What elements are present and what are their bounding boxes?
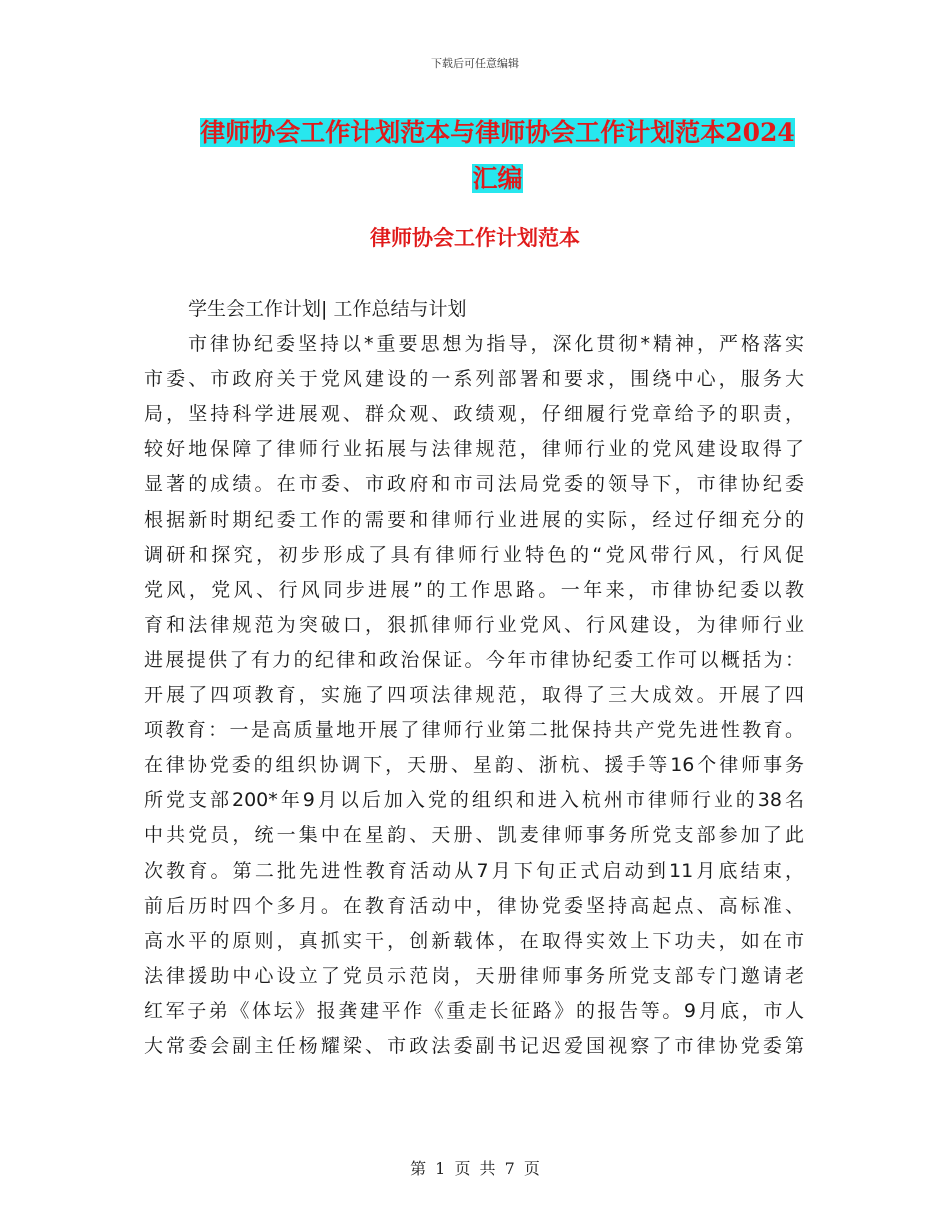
body-line: 育和法律规范为突破口，狠抓律师行业党风、行风建设，为律师行业 — [144, 613, 804, 636]
body-line: 根据新时期纪委工作的需要和律师行业进展的实际，经过仔细充分的 — [144, 508, 804, 531]
section-title: 律师协会工作计划范本 — [370, 225, 580, 250]
body-line: 项教育：一是高质量地开展了律师行业第二批保持共产党先进性教育。 — [144, 719, 804, 742]
body-line: 局，坚持科学进展观、群众观、政绩观，仔细履行党章给予的职责， — [144, 403, 804, 426]
body-line: 市委、市政府关于党风建设的一系列部署和要求，围绕中心，服务大 — [144, 368, 804, 391]
body-line: 进展提供了有力的纪律和政治保证。今年市律协纪委工作可以概括为： — [144, 648, 804, 671]
body-line: 党风，党风、行风同步进展”的工作思路。一年来，市律协纪委以教 — [144, 578, 804, 601]
body-line: 中共党员，统一集中在星韵、天册、凯麦律师事务所党支部参加了此 — [144, 824, 804, 847]
document-title — [190, 110, 805, 202]
body-line: 高水平的原则，真抓实干，创新载体，在取得实效上下功夫，如在市 — [144, 929, 804, 952]
body-line: 开展了四项教育，实施了四项法律规范，取得了三大成效。开展了四 — [144, 684, 804, 707]
body-line: 较好地保障了律师行业拓展与法律规范，律师行业的党风建设取得了 — [144, 438, 804, 461]
body-line: 前后历时四个多月。在教育活动中，律协党委坚持高起点、高标准、 — [144, 894, 804, 917]
body-line: 次教育。第二批先进性教育活动从7月下旬正式启动到11月底结束， — [144, 859, 804, 882]
body-line: 调研和探究，初步形成了具有律师行业特色的“党风带行风，行风促 — [144, 543, 804, 566]
body-line: 所党支部200*年9月以后加入党的组织和进入杭州市律师行业的38名 — [144, 789, 804, 812]
body-line: 红军子弟《体坛》报龚建平作《重走长征路》的报告等。9月底，市人 — [144, 999, 804, 1022]
body-line: 在律协党委的组织协调下，天册、星韵、浙杭、援手等16个律师事务 — [144, 754, 804, 777]
document-title-line-1: 律师协会工作计划范本与律师协会工作计划范本2024 — [200, 118, 795, 147]
body-line: 市律协纪委坚持以*重要思想为指导，深化贯彻*精神，严格落实 — [188, 333, 804, 356]
page-header: 下载后可任意编辑 — [431, 57, 519, 70]
body-line: 法律援助中心设立了党员示范岗，天册律师事务所党支部专门邀请老 — [144, 964, 804, 987]
subheading: 学生会工作计划| 工作总结与计划 — [188, 298, 467, 320]
page-footer: 第 1 页 共 7 页 — [410, 1159, 540, 1178]
body-line: 显著的成绩。在市委、市政府和市司法局党委的领导下，市律协纪委 — [144, 473, 804, 496]
document-title-line-2: 汇编 — [472, 164, 523, 193]
body-line: 大常委会副主任杨耀梁、市政法委副书记迟爱国视察了市律协党委第 — [144, 1034, 804, 1057]
body-text — [144, 292, 804, 1064]
